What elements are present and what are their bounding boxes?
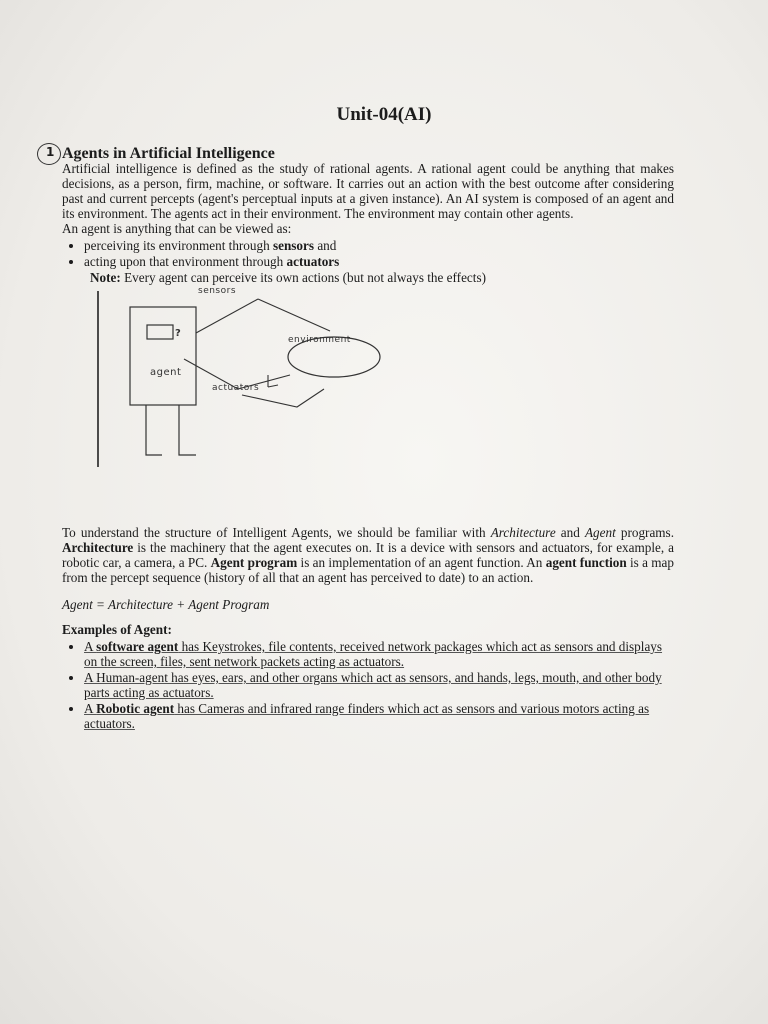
agent-environment-diagram bbox=[62, 285, 674, 515]
note-line: Note: Every agent can perceive its own actions (but not always the effects) bbox=[90, 270, 486, 285]
sensors-label: sensors bbox=[198, 286, 237, 296]
list-item: • A Human-agent has eyes, ears, and other organs which act as sensors, and hands, legs, mouth, and other body parts acting as actuators. bbox=[84, 670, 674, 700]
page-title: Unit-04(AI) bbox=[336, 104, 432, 125]
list-item: • A software agent has Keystrokes, file contents, received network packages which act as sensors and displays on the screen, files, sent network packets acting as actuators. bbox=[84, 639, 674, 669]
actuators-label: actuators bbox=[212, 383, 260, 393]
list-item: • perceiving its environment through sensors and bbox=[84, 238, 674, 253]
intro-paragraph: Artificial intelligence is defined as the study of rational agents. A rational agent could be anything that makes decisions, as a person, firm, machine, or software. It carries out an action with the best outcome after considering past and current percepts (agent's perceptual inputs at a given instance). An AI system is composed of an agent and its environment. The agents act in their environment. The environment may contain other agents. bbox=[62, 161, 674, 221]
examples-heading: Examples of Agent: bbox=[62, 622, 172, 637]
section-heading: 1 Agents in Artificial Intelligence bbox=[62, 146, 275, 161]
agent-label: agent bbox=[150, 367, 182, 378]
agent-box-question: ? bbox=[175, 328, 182, 339]
diagram-lines bbox=[92, 285, 452, 475]
list-item: • acting upon that environment through actuators bbox=[84, 254, 674, 269]
circled-number-mark: 1 bbox=[37, 143, 61, 165]
agent-definition: An agent is anything that can be viewed as: bbox=[62, 221, 292, 236]
structure-paragraph: To understand the structure of Intelligent Agents, we should be familiar with Architecture and Agent programs. Architecture is the machinery that the agent executes on. It is a device with sensors and actuators, for example, a robotic car, a camera, a PC. Agent program is an implementation of an agent function. An agent function is a map from the percept sequence (history of all that an agent has perceived to date) to an action. bbox=[62, 525, 675, 585]
list-item: • A Robotic agent has Cameras and infrared range finders which act as sensors and various motors acting as actuators. bbox=[84, 701, 674, 731]
agent-bullet-list bbox=[62, 238, 674, 269]
environment-label: environment bbox=[288, 335, 351, 345]
document-body bbox=[46, 145, 675, 732]
examples-list bbox=[62, 639, 674, 731]
agent-formula: Agent = Architecture + Agent Program bbox=[62, 597, 270, 612]
